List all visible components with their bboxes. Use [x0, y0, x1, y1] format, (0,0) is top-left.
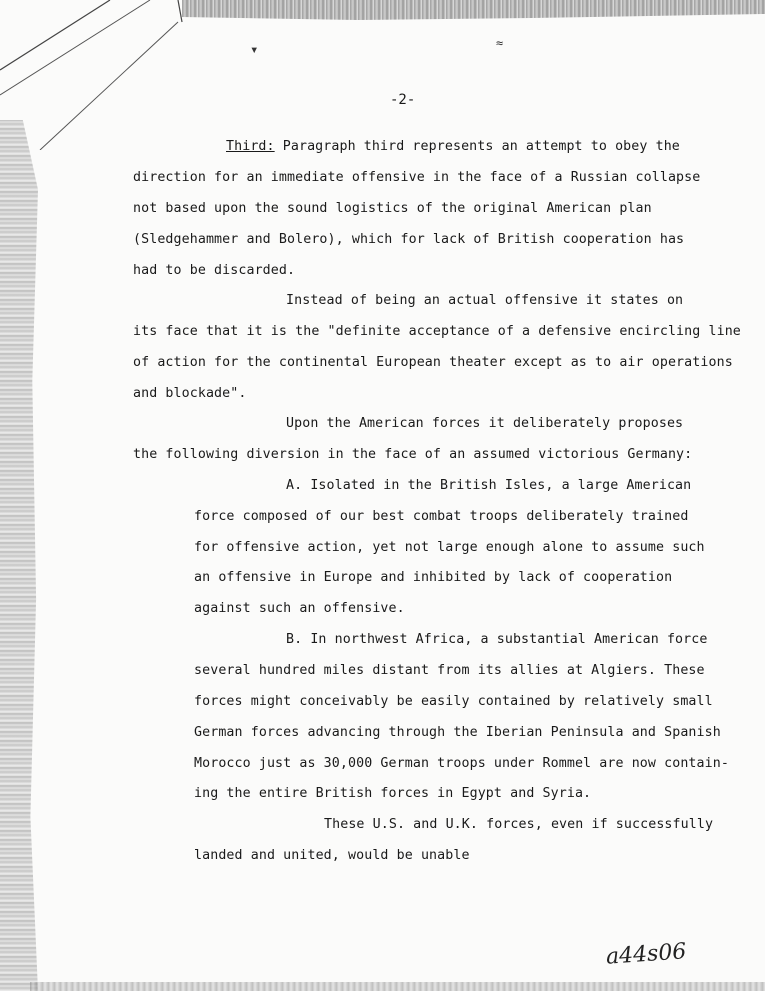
paragraph-1-line-4: (Sledgehammer and Bolero), which for lack of British cooperation has [133, 232, 685, 247]
stray-mark: ▾ [250, 42, 259, 58]
scan-edge-top [182, 0, 765, 20]
item-b-line-2: several hundred miles distant from its allies at Algiers. These [194, 663, 705, 678]
handwritten-note: a44s06 [605, 939, 688, 970]
closing-line-2: landed and united, would be unable [194, 848, 470, 863]
stray-mark: ≈ [496, 36, 504, 50]
paragraph-2-line-3: of action for the continental European theater except as to air operations [133, 355, 733, 370]
item-b-line-3: forces might conceivably be easily contained by relatively small [194, 694, 713, 709]
item-b-line-5: Morocco just as 30,000 German troops under Rommel are now contain- [194, 756, 729, 771]
paragraph-2-line-2: its face that it is the "definite acceptance of a defensive encircling line [133, 324, 741, 339]
paragraph-2-line-1: Instead of being an actual offensive it states on [286, 293, 684, 308]
item-a-line-1: A. Isolated in the British Isles, a large American [286, 478, 692, 493]
paragraph-2-line-4: and blockade". [133, 386, 247, 401]
item-b-line-6: ing the entire British forces in Egypt and Syria. [194, 786, 592, 801]
page-fold-lines [0, 0, 185, 150]
item-a-line-2: force composed of our best combat troops deliberately trained [194, 509, 689, 524]
paragraph-1-line-3: not based upon the sound logistics of the original American plan [133, 201, 652, 216]
closing-line-1: These U.S. and U.K. forces, even if successfully [324, 817, 714, 832]
item-b-line-1: B. In northwest Africa, a substantial American force [286, 632, 708, 647]
paragraph-lead: Third: [226, 139, 275, 154]
paragraph-1-line-1: Third: Paragraph third represents an attempt to obey the [226, 139, 680, 154]
item-b-line-4: German forces advancing through the Iberian Peninsula and Spanish [194, 725, 721, 740]
paragraph-1-line-2: direction for an immediate offensive in the face of a Russian collapse [133, 170, 701, 185]
paragraph-1-line-5: had to be discarded. [133, 263, 296, 278]
item-a-line-4: an offensive in Europe and inhibited by lack of cooperation [194, 570, 673, 585]
paragraph-3-line-2: the following diversion in the face of an assumed victorious Germany: [133, 447, 693, 462]
paragraph-3-line-1: Upon the American forces it deliberately proposes [286, 416, 684, 431]
scan-edge-bottom [30, 982, 765, 991]
page-number: -2- [390, 92, 416, 108]
scan-edge-left [0, 120, 38, 991]
item-a-line-5: against such an offensive. [194, 601, 405, 616]
item-a-line-3: for offensive action, yet not large enough alone to assume such [194, 540, 705, 555]
